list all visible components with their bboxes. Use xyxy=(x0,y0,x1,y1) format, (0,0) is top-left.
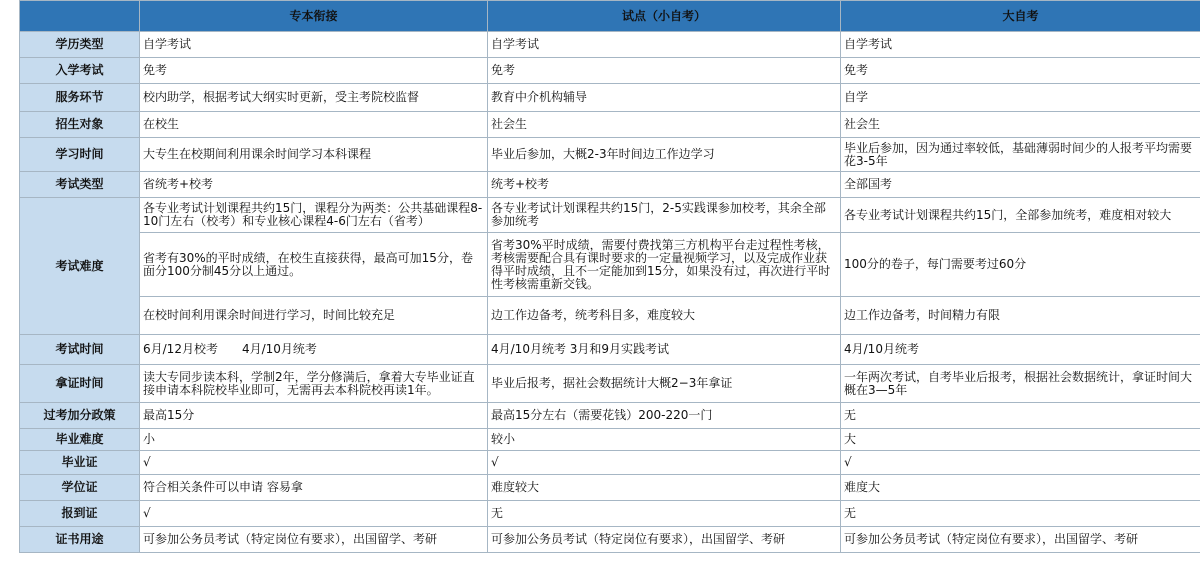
table-row xyxy=(20,335,1200,365)
col-header-zhuanben: 专本衔接 xyxy=(140,1,488,32)
table-cell: 最高15分 xyxy=(140,403,488,429)
row-label-xueli: 学历类型 xyxy=(20,32,140,58)
table-cell: 社会生 xyxy=(841,112,1200,138)
table-row xyxy=(20,84,1200,112)
table-cell: 边工作边备考，统考科目多，难度较大 xyxy=(488,297,841,335)
table-cell: 教育中介机构辅导 xyxy=(488,84,841,112)
table-cell: 自学考试 xyxy=(488,32,841,58)
table-row xyxy=(20,451,1200,475)
table-cell: 省考30%平时成绩，需要付费找第三方机构平台走过程性考核，考核需要配合具有课时要求的一定量视频学习，以及完成作业获得平时成绩，且不一定能加到15分，如果没有过，再次进行平时性考核需重新交钱。 xyxy=(488,233,841,297)
table-cell: 在校时间利用课余时间进行学习，时间比较充足 xyxy=(140,297,488,335)
row-label-nandu: 考试难度 xyxy=(20,198,140,335)
table-cell: 可参加公务员考试（特定岗位有要求），出国留学、考研 xyxy=(488,527,841,553)
table-cell: 可参加公务员考试（特定岗位有要求），出国留学、考研 xyxy=(841,527,1200,553)
table-cell: 读大专同步读本科，学制2年，学分修满后，拿着大专毕业证直接申请本科院校毕业即可，无需再去本科院校再读1年。 xyxy=(140,365,488,403)
table-cell: 校内助学，根据考试大纲实时更新，受主考院校监督 xyxy=(140,84,488,112)
table-cell: 自学考试 xyxy=(140,32,488,58)
table-row xyxy=(20,527,1200,553)
table-cell: 免考 xyxy=(841,58,1200,84)
row-label-zhaosheng: 招生对象 xyxy=(20,112,140,138)
row-label-ruxue: 入学考试 xyxy=(20,58,140,84)
table-cell: 大专生在校期间利用课余时间学习本科课程 xyxy=(140,138,488,172)
table-row xyxy=(20,172,1200,198)
check-cell: √ xyxy=(841,451,1200,475)
corner-cell xyxy=(20,1,140,32)
table-cell: 各专业考试计划课程共约15门，全部参加统考，难度相对较大 xyxy=(841,198,1200,233)
col-header-shidian: 试点（小自考） xyxy=(488,1,841,32)
table-cell: 全部国考 xyxy=(841,172,1200,198)
table-cell: 难度大 xyxy=(841,475,1200,501)
table-cell: 难度较大 xyxy=(488,475,841,501)
table-row xyxy=(20,112,1200,138)
table-cell: 无 xyxy=(488,501,841,527)
table-row xyxy=(20,365,1200,403)
table-cell: 较小 xyxy=(488,429,841,451)
table-cell: 符合相关条件可以申请 容易拿 xyxy=(140,475,488,501)
check-cell: √ xyxy=(140,501,488,527)
comparison-table xyxy=(19,0,1200,553)
table-cell: 毕业后参加，大概2-3年时间边工作边学习 xyxy=(488,138,841,172)
table-cell: 在校生 xyxy=(140,112,488,138)
table-cell: 大 xyxy=(841,429,1200,451)
table-row xyxy=(20,501,1200,527)
table-cell: 4月/10月统考 xyxy=(841,335,1200,365)
row-label-shijian: 考试时间 xyxy=(20,335,140,365)
table-cell: 毕业后参加，因为通过率较低，基础薄弱时间少的人报考平均需要花3-5年 xyxy=(841,138,1200,172)
row-label-leixing: 考试类型 xyxy=(20,172,140,198)
table-cell: 小 xyxy=(140,429,488,451)
table-row xyxy=(20,429,1200,451)
row-label-biyezheng: 毕业证 xyxy=(20,451,140,475)
row-label-jiafen: 过考加分政策 xyxy=(20,403,140,429)
check-cell: √ xyxy=(140,451,488,475)
table-cell: 各专业考试计划课程共约15门，2-5实践课参加校考，其余全部参加统考 xyxy=(488,198,841,233)
table-cell: 自学考试 xyxy=(841,32,1200,58)
row-label-baodaozheng: 报到证 xyxy=(20,501,140,527)
table-row xyxy=(20,198,1200,233)
table-cell: 省统考+校考 xyxy=(140,172,488,198)
table-cell: 可参加公务员考试（特定岗位有要求），出国留学、考研 xyxy=(140,527,488,553)
table-cell: 免考 xyxy=(140,58,488,84)
row-label-xueweizheng: 学位证 xyxy=(20,475,140,501)
table-cell: 社会生 xyxy=(488,112,841,138)
col-header-dazikao: 大自考 xyxy=(841,1,1200,32)
table-cell: 免考 xyxy=(488,58,841,84)
table-row xyxy=(20,233,1200,297)
row-label-xuexi: 学习时间 xyxy=(20,138,140,172)
row-label-biye-nandu: 毕业难度 xyxy=(20,429,140,451)
table-cell: 毕业后报考，据社会数据统计大概2−3年拿证 xyxy=(488,365,841,403)
table-cell: 100分的卷子，每门需要考过60分 xyxy=(841,233,1200,297)
table-cell: 一年两次考试，自考毕业后报考，根据社会数据统计，拿证时间大概在3—5年 xyxy=(841,365,1200,403)
table-cell: 各专业考试计划课程共约15门，课程分为两类：公共基础课程8-10门左右（校考）和专业核心课程4-6门左右（省考） xyxy=(140,198,488,233)
row-label-yongtu: 证书用途 xyxy=(20,527,140,553)
table-row xyxy=(20,32,1200,58)
table-row xyxy=(20,403,1200,429)
table-cell: 省考有30%的平时成绩，在校生直接获得，最高可加15分，卷面分100分制45分以上通过。 xyxy=(140,233,488,297)
table-cell: 4月/10月统考 3月和9月实践考试 xyxy=(488,335,841,365)
row-label-fuwu: 服务环节 xyxy=(20,84,140,112)
table-cell: 统考+校考 xyxy=(488,172,841,198)
check-cell: √ xyxy=(488,451,841,475)
header-row xyxy=(20,1,1200,32)
table-cell: 无 xyxy=(841,403,1200,429)
table-cell: 最高15分左右（需要花钱）200-220一门 xyxy=(488,403,841,429)
table-row xyxy=(20,297,1200,335)
table-cell: 无 xyxy=(841,501,1200,527)
table-row xyxy=(20,475,1200,501)
row-label-nazheng: 拿证时间 xyxy=(20,365,140,403)
table-cell: 6月/12月校考 4月/10月统考 xyxy=(140,335,488,365)
table-row xyxy=(20,58,1200,84)
table-row xyxy=(20,138,1200,172)
table-cell: 边工作边备考，时间精力有限 xyxy=(841,297,1200,335)
table-cell: 自学 xyxy=(841,84,1200,112)
